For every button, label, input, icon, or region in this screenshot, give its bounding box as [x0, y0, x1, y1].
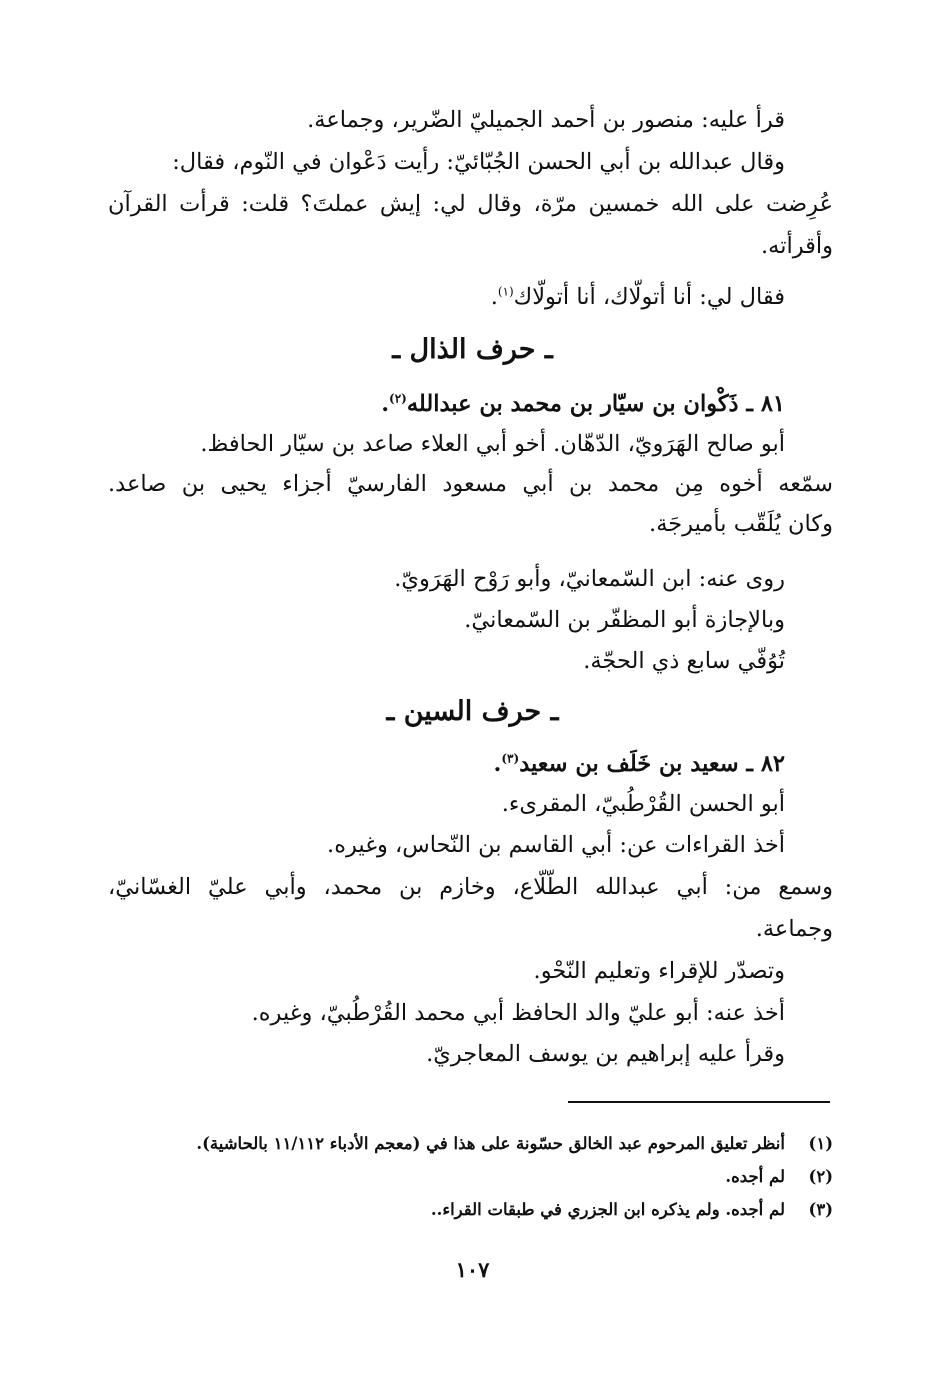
entry-title [108, 745, 785, 783]
footnote [108, 1197, 833, 1223]
text-line: وتصدّر للإقراء وتعليم النّحْو. [533, 958, 785, 984]
text-line [108, 278, 785, 316]
footnote [108, 1164, 833, 1190]
text-line: وقال عبدالله بن أبي الحسن الجُبّائيّ: رأيت دَعْوان في النّوم، فقال: [172, 149, 785, 175]
entry-title-text: ٨١ ـ ذَكْوان بن سيّار بن محمد بن عبدالله [406, 391, 785, 417]
entry-title [108, 385, 785, 423]
footnote-marker: (٣) [501, 751, 520, 766]
line-text: فقال لي: أنا أتولّاك، أنا أتولّاك [513, 284, 785, 310]
text-line: قرأ عليه: منصور بن أحمد الجميليّ الضّرير، وجماعة. [307, 107, 785, 133]
entry-title-end: . [381, 391, 390, 417]
footnote-number: (١) [808, 1134, 833, 1153]
text-line: أخذ القراءات عن: أبي القاسم بن النّحاس، وغيره. [327, 832, 785, 858]
line-end: . [490, 284, 498, 310]
footnote-number: (٣) [808, 1200, 833, 1219]
text-line: أبو الحسن القُرْطُبيّ، المقرىء. [501, 791, 785, 817]
footnote-text: أنظر تعليق المرحوم عبد الخالق حسّونة على هذا في (معجم الأدباء ١١/١١٢ بالحاشية). [196, 1134, 785, 1153]
text-line: تُوُفّي سابع ذي الحجّة. [583, 648, 785, 674]
entry-title-text: ٨٢ ـ سعيد بن خَلَف بن سعيد [519, 751, 785, 777]
footnote-text: لم أجده. [725, 1167, 785, 1186]
footnote-text: لم أجده. ولم يذكره ابن الجزري في طبقات القراء.. [430, 1200, 785, 1219]
page-number: ١٠٧ [455, 1257, 490, 1282]
text-line: أبو صالح الهَرَويّ، الدّهّان. أخو أبي العلاء صاعد بن سيّار الحافظ. [200, 431, 785, 457]
footnote [108, 1131, 833, 1157]
entry-title-end: . [493, 751, 502, 777]
footnote-marker: (١) [497, 284, 514, 299]
text-line: وسمع من: أبي عبدالله الطّلّاع، وخازم بن محمد، وأبي عليّ الغسّانيّ، [108, 874, 833, 900]
text-line: عُرِضت على الله خمسين مرّة، وقال لي: إيش عملتَ؟ قلت: قرأت القرآن [108, 191, 833, 217]
section-heading: ـ حرف السين ـ [386, 696, 559, 727]
footnote-divider [568, 1101, 830, 1103]
text-line: وبالإجازة أبو المظفّر بن السّمعانيّ. [464, 607, 785, 633]
footnote-marker: (٢) [389, 391, 407, 406]
text-line: وكان يُلَقّب بأميرجَة. [649, 511, 833, 537]
footnote-number: (٢) [808, 1167, 833, 1186]
text-line: وجماعة. [755, 916, 833, 942]
text-line: سمّعه أخوه مِن محمد بن أبي مسعود الفارسيّ أجزاء يحيى بن صاعد. [108, 471, 833, 497]
text-line: وأقرأته. [760, 233, 833, 259]
section-heading: ـ حرف الذال ـ [392, 334, 553, 365]
text-line: وقرأ عليه إبراهيم بن يوسف المعاجريّ. [426, 1041, 785, 1067]
text-line: أخذ عنه: أبو عليّ والد الحافظ أبي محمد القُرْطُبيّ، وغيره. [251, 1000, 785, 1026]
text-line: روى عنه: ابن السّمعانيّ، وأبو رَوْح الهَرَويّ. [394, 566, 785, 592]
